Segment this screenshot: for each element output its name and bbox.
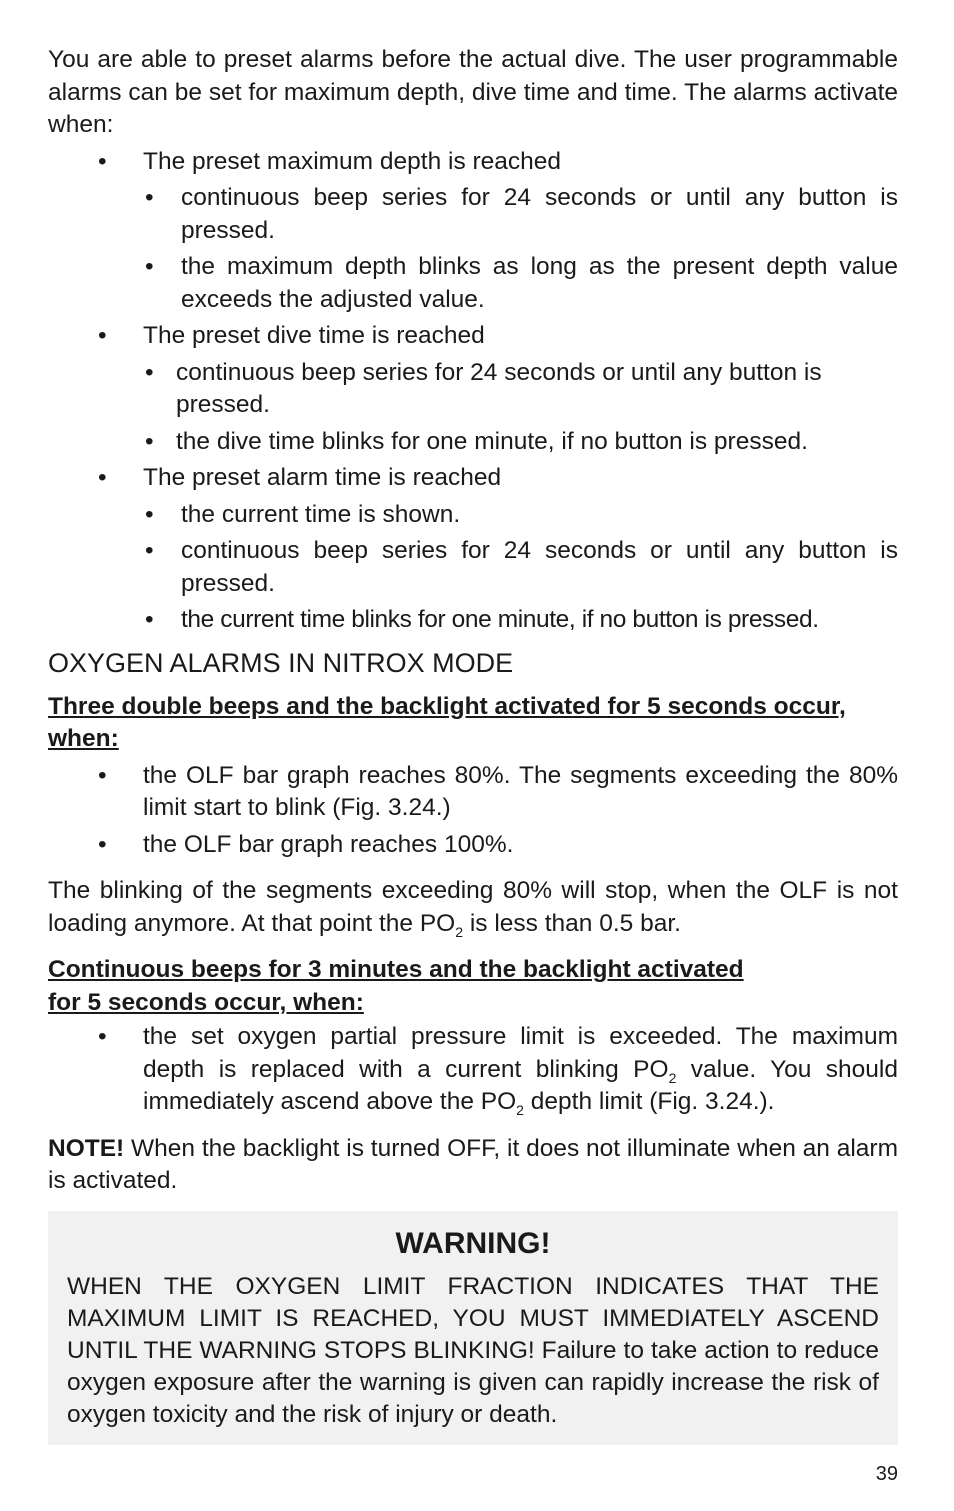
po2-subscript: 2	[668, 1069, 677, 1086]
note-text: When the backlight is turned OFF, it does not illuminate when an alarm is activated.	[48, 1134, 898, 1194]
oxygen-alarms-heading: OXYGEN ALARMS IN NITROX MODE	[48, 647, 514, 678]
section2-heading	[48, 954, 898, 1019]
section2-text-2: value. You should immediately ascend above the PO	[143, 1055, 898, 1115]
alarm-depth-label: • The preset maximum depth is reached	[48, 146, 898, 179]
warning-text: WHEN THE OXYGEN LIMIT FRACTION INDICATES THAT THE MAXIMUM LIMIT IS REACHED, YOU MUST IMMEDIATELY ASCEND UNTIL THE WARNING STOPS BLINKING! Failure to take action to reduce oxygen exposure after the warning is given can rapidly increase the risk of oxygen toxicity and the risk of injury or death.	[67, 1273, 879, 1428]
alarm-time-item: • the current time is shown.	[48, 499, 898, 532]
alarm-dive-time	[48, 320, 898, 458]
po2-subscript: 2	[455, 923, 464, 940]
note-label: NOTE!	[48, 1134, 125, 1162]
note-paragraph	[48, 1133, 898, 1198]
section2-heading-line2: for 5 seconds occur, when:	[48, 988, 364, 1016]
alarm-depth-item: • continuous beep series for 24 seconds or until any button is pressed.	[48, 182, 898, 247]
po2-subscript: 2	[516, 1102, 524, 1118]
alarm-dive-time-item: • the dive time blinks for one minute, if no button is pressed.	[48, 426, 898, 459]
section1-item: • the OLF bar graph reaches 100%.	[48, 829, 898, 862]
alarm-time	[48, 462, 898, 637]
warning-title: WARNING!	[395, 1227, 551, 1260]
section2-heading-line1: Continuous beeps for 3 minutes and the backlight activated	[48, 956, 744, 983]
alarm-dive-time-label: • The preset dive time is reached	[48, 320, 898, 353]
page-number: 39	[875, 1463, 898, 1485]
warning-box	[48, 1211, 898, 1445]
blinking-text-2: is less than 0.5 bar.	[463, 909, 681, 937]
alarm-time-label: • The preset alarm time is reached	[48, 462, 898, 495]
alarm-time-item: • continuous beep series for 24 seconds or until any button is pressed.	[48, 535, 898, 600]
section2-item	[48, 1021, 898, 1119]
section2-text-1: the set oxygen partial pressure limit is exceeded. The maximum depth is replaced with a current blinking PO	[143, 1023, 898, 1083]
section2-text-3: depth limit (Fig. 3.24.).	[523, 1088, 775, 1115]
blinking-text-1: The blinking of the segments exceeding 80% will stop, when the OLF is not loading anymore. At that point the PO	[48, 877, 898, 937]
page-content	[48, 44, 898, 1198]
intro-paragraph: You are able to preset alarms before the actual dive. The user programmable alarms can be set for maximum depth, dive time and time. The alarms activate when:	[48, 46, 898, 138]
alarm-time-item: • the current time blinks for one minute, if no button is pressed.	[48, 604, 898, 637]
alarm-depth	[48, 146, 898, 317]
alarm-dive-time-item: • continuous beep series for 24 seconds or until any button is pressed.	[48, 357, 898, 422]
alarm-depth-item: • the maximum depth blinks as long as the present depth value exceeds the adjusted value.	[48, 251, 898, 316]
section1-item: • the OLF bar graph reaches 80%. The segments exceeding the 80% limit start to blink (Fig. 3.24.)	[48, 760, 898, 825]
blinking-paragraph	[48, 875, 898, 940]
section1-heading: Three double beeps and the backlight activated for 5 seconds occur, when:	[48, 692, 846, 752]
